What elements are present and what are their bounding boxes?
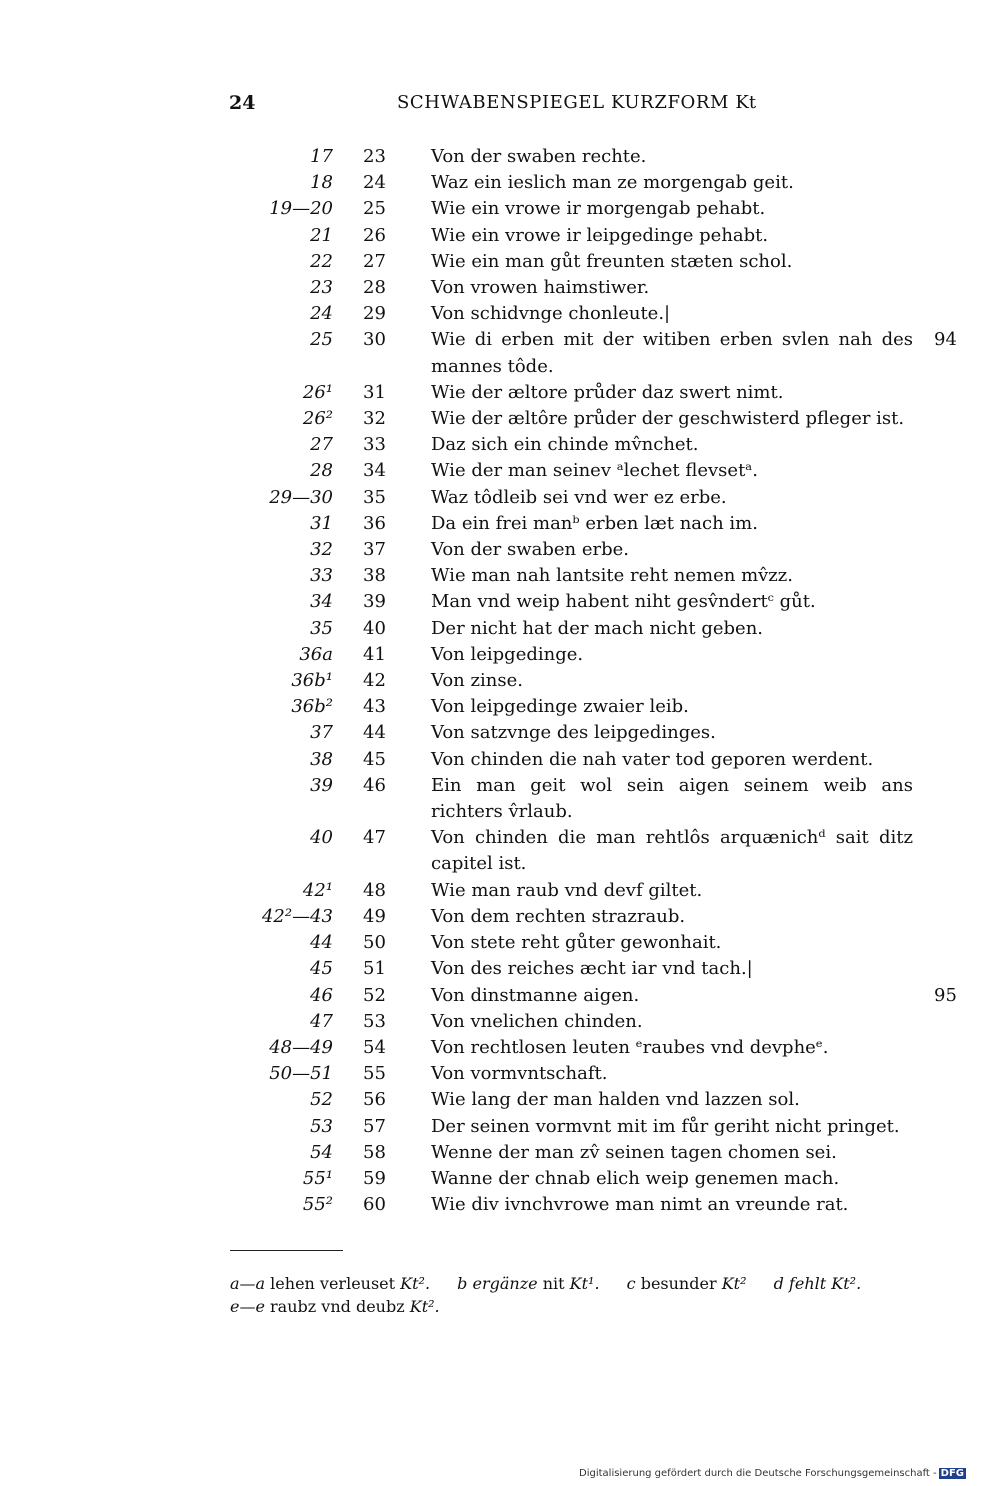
source-chapter-number: 55¹ bbox=[302, 1167, 333, 1189]
source-chapter-number: 46 bbox=[310, 984, 333, 1006]
entry-row bbox=[0, 825, 1000, 877]
chapter-number: 40 bbox=[363, 617, 386, 639]
chapter-number: 44 bbox=[363, 722, 386, 744]
footnote-a bbox=[230, 1274, 430, 1293]
source-chapter-number: 39 bbox=[310, 774, 333, 796]
chapter-number: 25 bbox=[363, 198, 386, 220]
source-chapter-number: 22 bbox=[310, 250, 333, 272]
source-chapter-number: 31 bbox=[310, 512, 333, 534]
entry-row bbox=[0, 432, 1000, 458]
entry-row bbox=[0, 144, 1000, 170]
source-chapter-number: 17 bbox=[310, 146, 333, 167]
entry-row bbox=[0, 747, 1000, 773]
entry-row bbox=[0, 642, 1000, 668]
chapter-title: Von leipgedinge. bbox=[431, 643, 584, 665]
chapter-title: Wie der æltôre průder der geschwisterd pfleger ist. bbox=[431, 408, 905, 430]
chapter-number: 47 bbox=[363, 827, 386, 849]
entry-row bbox=[0, 170, 1000, 196]
source-chapter-number: 23 bbox=[310, 277, 333, 299]
footnote-text: nit bbox=[542, 1274, 565, 1293]
source-chapter-number: 45 bbox=[310, 958, 333, 980]
chapter-title: Wie ein vrowe ir leipgedinge pehabt. bbox=[431, 224, 769, 246]
chapter-title: Wie man nah lantsite reht nemen mv̂zz. bbox=[431, 565, 793, 587]
entry-row bbox=[0, 380, 1000, 406]
entry-row bbox=[0, 668, 1000, 694]
chapter-title: Daz sich ein chinde mv̂nchet. bbox=[431, 434, 699, 456]
entry-row bbox=[0, 511, 1000, 537]
chapter-title: Ein man geit wol sein aigen seinem weib ans richters v̂rlaub. bbox=[431, 774, 913, 823]
chapter-number: 53 bbox=[363, 1010, 386, 1032]
chapter-title: Von satzvnge des leipgedinges. bbox=[431, 722, 716, 744]
entry-row bbox=[0, 720, 1000, 746]
source-chapter-number: 38 bbox=[310, 748, 333, 770]
running-head-title: SCHWABENSPIEGEL KURZFORM bbox=[397, 92, 730, 113]
source-chapter-number: 27 bbox=[310, 434, 333, 456]
chapter-number: 37 bbox=[363, 539, 386, 561]
chapter-number: 48 bbox=[363, 879, 386, 901]
footnote-mark: b bbox=[457, 1274, 468, 1293]
footnote-rule bbox=[230, 1250, 343, 1251]
source-chapter-number: 35 bbox=[310, 617, 333, 639]
source-chapter-number: 29—30 bbox=[269, 486, 333, 508]
source-chapter-number: 55² bbox=[302, 1194, 333, 1216]
footnote-sigil: Kt² bbox=[721, 1274, 747, 1293]
chapter-number: 24 bbox=[363, 172, 386, 194]
source-chapter-number: 34 bbox=[310, 591, 333, 613]
chapter-title: Von schidvnge chonleute.| bbox=[431, 303, 671, 325]
footnote-text: fehlt bbox=[788, 1274, 827, 1293]
chapter-number: 55 bbox=[363, 1063, 386, 1085]
margin-folio-reference: 94 bbox=[934, 329, 957, 351]
footnote-line-2 bbox=[230, 1295, 883, 1318]
source-chapter-number: 44 bbox=[310, 932, 333, 954]
entry-row bbox=[0, 301, 1000, 327]
footnote-e bbox=[230, 1297, 440, 1316]
running-head-siglum: Kt bbox=[735, 92, 757, 113]
entry-row bbox=[0, 589, 1000, 615]
chapter-number: 51 bbox=[363, 958, 386, 980]
footnote-sigil: Kt². bbox=[400, 1274, 431, 1293]
chapter-title: Waz ein ieslich man ze morgengab geit. bbox=[431, 172, 794, 194]
chapter-title: Wie ein man gůt freunten stæten schol. bbox=[431, 250, 793, 272]
source-chapter-number: 36b¹ bbox=[291, 670, 333, 692]
source-chapter-number: 25 bbox=[310, 329, 333, 351]
entry-row bbox=[0, 537, 1000, 563]
source-chapter-number: 52 bbox=[310, 1089, 333, 1111]
source-chapter-number: 48—49 bbox=[269, 1036, 333, 1058]
footnote-mark: e—e bbox=[230, 1297, 265, 1316]
chapter-number: 38 bbox=[363, 565, 386, 587]
source-chapter-number: 18 bbox=[310, 172, 333, 194]
entry-row bbox=[0, 485, 1000, 511]
chapter-number: 57 bbox=[363, 1115, 386, 1137]
source-chapter-number: 28 bbox=[310, 460, 333, 482]
chapter-number: 36 bbox=[363, 512, 386, 534]
chapter-title: Wie der æltore průder daz swert nimt. bbox=[431, 381, 784, 403]
entry-row bbox=[0, 1114, 1000, 1140]
chapter-title: Von leipgedinge zwaier leib. bbox=[431, 696, 689, 718]
source-chapter-number: 36a bbox=[299, 643, 333, 665]
chapter-title: Von chinden die man rehtlôs arquænichᵈ sait ditz capitel ist. bbox=[431, 827, 913, 875]
source-chapter-number: 26¹ bbox=[302, 381, 333, 403]
chapter-title: Von rechtlosen leuten ᵉraubes vnd devpheᵉ. bbox=[431, 1036, 829, 1058]
entry-row bbox=[0, 773, 1000, 825]
source-chapter-number: 24 bbox=[310, 303, 333, 325]
entry-row bbox=[0, 327, 1000, 379]
source-chapter-number: 19—20 bbox=[269, 198, 333, 220]
entry-row bbox=[0, 983, 1000, 1009]
chapter-number: 34 bbox=[363, 460, 386, 482]
chapter-title: Von vormvntschaft. bbox=[431, 1063, 608, 1085]
chapter-title: Von stete reht gůter gewonhait. bbox=[431, 932, 722, 954]
dfg-logo: DFG bbox=[940, 1468, 964, 1479]
entry-row bbox=[0, 1166, 1000, 1192]
chapter-title: Der seinen vormvnt mit im fůr geriht nicht pringet. bbox=[431, 1115, 900, 1137]
chapter-title: Von chinden die nah vater tod geporen werdent. bbox=[431, 748, 874, 770]
entry-row bbox=[0, 1061, 1000, 1087]
source-chapter-number: 32 bbox=[310, 539, 333, 561]
entry-row bbox=[0, 930, 1000, 956]
chapter-title: Von dem rechten strazraub. bbox=[431, 905, 686, 927]
chapter-number: 33 bbox=[363, 434, 386, 456]
chapter-number: 32 bbox=[363, 408, 386, 430]
source-chapter-number: 21 bbox=[310, 224, 333, 246]
footnote-mark: a—a bbox=[230, 1274, 266, 1293]
chapter-title: Waz tôdleib sei vnd wer ez erbe. bbox=[431, 486, 727, 508]
chapter-title: Wie ein vrowe ir morgengab pehabt. bbox=[431, 198, 766, 220]
table-of-contents bbox=[0, 144, 1000, 1218]
entry-row bbox=[0, 956, 1000, 982]
entry-row bbox=[0, 878, 1000, 904]
footnote-sigil: Kt². bbox=[409, 1297, 440, 1316]
footnote-line-1 bbox=[230, 1272, 883, 1295]
source-chapter-number: 37 bbox=[310, 722, 333, 744]
entry-row bbox=[0, 406, 1000, 432]
source-chapter-number: 53 bbox=[310, 1115, 333, 1137]
source-chapter-number: 33 bbox=[310, 565, 333, 587]
chapter-number: 42 bbox=[363, 670, 386, 692]
footnote-text: raubz vnd deubz bbox=[270, 1297, 405, 1316]
chapter-title: Von der swaben rechte. bbox=[431, 146, 647, 167]
chapter-number: 54 bbox=[363, 1036, 386, 1058]
chapter-title: Von dinstmanne aigen. bbox=[431, 984, 640, 1006]
chapter-number: 31 bbox=[363, 381, 386, 403]
digitization-credit bbox=[579, 1468, 966, 1479]
source-chapter-number: 42¹ bbox=[302, 879, 333, 901]
page-number: 24 bbox=[229, 92, 256, 114]
chapter-title: Man vnd weip habent niht gesv̂ndertᶜ gůt. bbox=[431, 591, 816, 613]
source-chapter-number: 42²—43 bbox=[261, 905, 333, 927]
chapter-title: Wie der man seinev ᵃlechet flevsetᵃ. bbox=[431, 460, 758, 482]
chapter-number: 23 bbox=[363, 146, 386, 167]
entry-row bbox=[0, 694, 1000, 720]
chapter-number: 26 bbox=[363, 224, 386, 246]
entry-row bbox=[0, 616, 1000, 642]
chapter-number: 39 bbox=[363, 591, 386, 613]
source-chapter-number: 54 bbox=[310, 1141, 333, 1163]
footnote-b bbox=[457, 1274, 599, 1293]
source-chapter-number: 26² bbox=[302, 408, 333, 430]
chapter-title: Von der swaben erbe. bbox=[431, 539, 630, 561]
source-chapter-number: 47 bbox=[310, 1010, 333, 1032]
footnotes bbox=[230, 1272, 883, 1318]
footnote-sigil: Kt². bbox=[831, 1274, 862, 1293]
chapter-number: 28 bbox=[363, 277, 386, 299]
entry-row bbox=[0, 1009, 1000, 1035]
margin-folio-reference: 95 bbox=[934, 984, 957, 1006]
footnote-mark: c bbox=[626, 1274, 636, 1293]
footnote-mark: d bbox=[773, 1274, 784, 1293]
footnote-text: lehen verleuset bbox=[270, 1274, 396, 1293]
chapter-number: 29 bbox=[363, 303, 386, 325]
chapter-number: 59 bbox=[363, 1167, 386, 1189]
entry-row bbox=[0, 563, 1000, 589]
chapter-title: Wie lang der man halden vnd lazzen sol. bbox=[431, 1089, 800, 1111]
chapter-number: 45 bbox=[363, 748, 386, 770]
running-head bbox=[397, 92, 756, 113]
chapter-title: Von vrowen haimstiwer. bbox=[431, 277, 650, 299]
entry-row bbox=[0, 223, 1000, 249]
source-chapter-number: 36b² bbox=[291, 696, 333, 718]
chapter-title: Wie di erben mit der witiben erben svlen nah des mannes tôde. bbox=[431, 329, 913, 377]
chapter-title: Wie div ivnchvrowe man nimt an vreunde rat. bbox=[431, 1194, 849, 1216]
chapter-number: 56 bbox=[363, 1089, 386, 1111]
source-chapter-number: 50—51 bbox=[269, 1063, 333, 1085]
source-chapter-number: 40 bbox=[310, 827, 333, 849]
entry-row bbox=[0, 458, 1000, 484]
chapter-number: 35 bbox=[363, 486, 386, 508]
chapter-number: 30 bbox=[363, 329, 386, 351]
chapter-title: Wanne der chnab elich weip genemen mach. bbox=[431, 1167, 840, 1189]
entry-row bbox=[0, 1035, 1000, 1061]
chapter-number: 58 bbox=[363, 1141, 386, 1163]
chapter-title: Wie man raub vnd devf giltet. bbox=[431, 879, 703, 901]
chapter-title: Von zinse. bbox=[431, 670, 523, 692]
chapter-number: 41 bbox=[363, 643, 386, 665]
footnote-sigil: Kt¹. bbox=[569, 1274, 600, 1293]
chapter-number: 43 bbox=[363, 696, 386, 718]
entry-row bbox=[0, 1192, 1000, 1218]
footnote-text: ergänze bbox=[472, 1274, 538, 1293]
entry-row bbox=[0, 1140, 1000, 1166]
chapter-title: Der nicht hat der mach nicht geben. bbox=[431, 617, 764, 639]
footnote-text: besunder bbox=[640, 1274, 717, 1293]
chapter-title: Wenne der man zv̂ seinen tagen chomen sei. bbox=[431, 1141, 837, 1163]
chapter-number: 27 bbox=[363, 250, 386, 272]
chapter-title: Da ein frei manᵇ erben læt nach im. bbox=[431, 512, 758, 534]
footnote-c bbox=[627, 1274, 747, 1293]
chapter-number: 46 bbox=[363, 774, 386, 796]
chapter-number: 60 bbox=[363, 1194, 386, 1216]
entry-row bbox=[0, 904, 1000, 930]
footnote-d bbox=[774, 1274, 862, 1293]
entry-row bbox=[0, 196, 1000, 222]
credit-text: Digitalisierung gefördert durch die Deutsche Forschungsgemeinschaft - bbox=[579, 1468, 937, 1479]
entry-row bbox=[0, 275, 1000, 301]
chapter-number: 52 bbox=[363, 984, 386, 1006]
chapter-title: Von des reiches æcht iar vnd tach.| bbox=[431, 958, 753, 980]
chapter-number: 50 bbox=[363, 932, 386, 954]
entry-row bbox=[0, 1087, 1000, 1113]
chapter-title: Von vnelichen chinden. bbox=[431, 1010, 643, 1032]
entry-row bbox=[0, 249, 1000, 275]
chapter-number: 49 bbox=[363, 905, 386, 927]
